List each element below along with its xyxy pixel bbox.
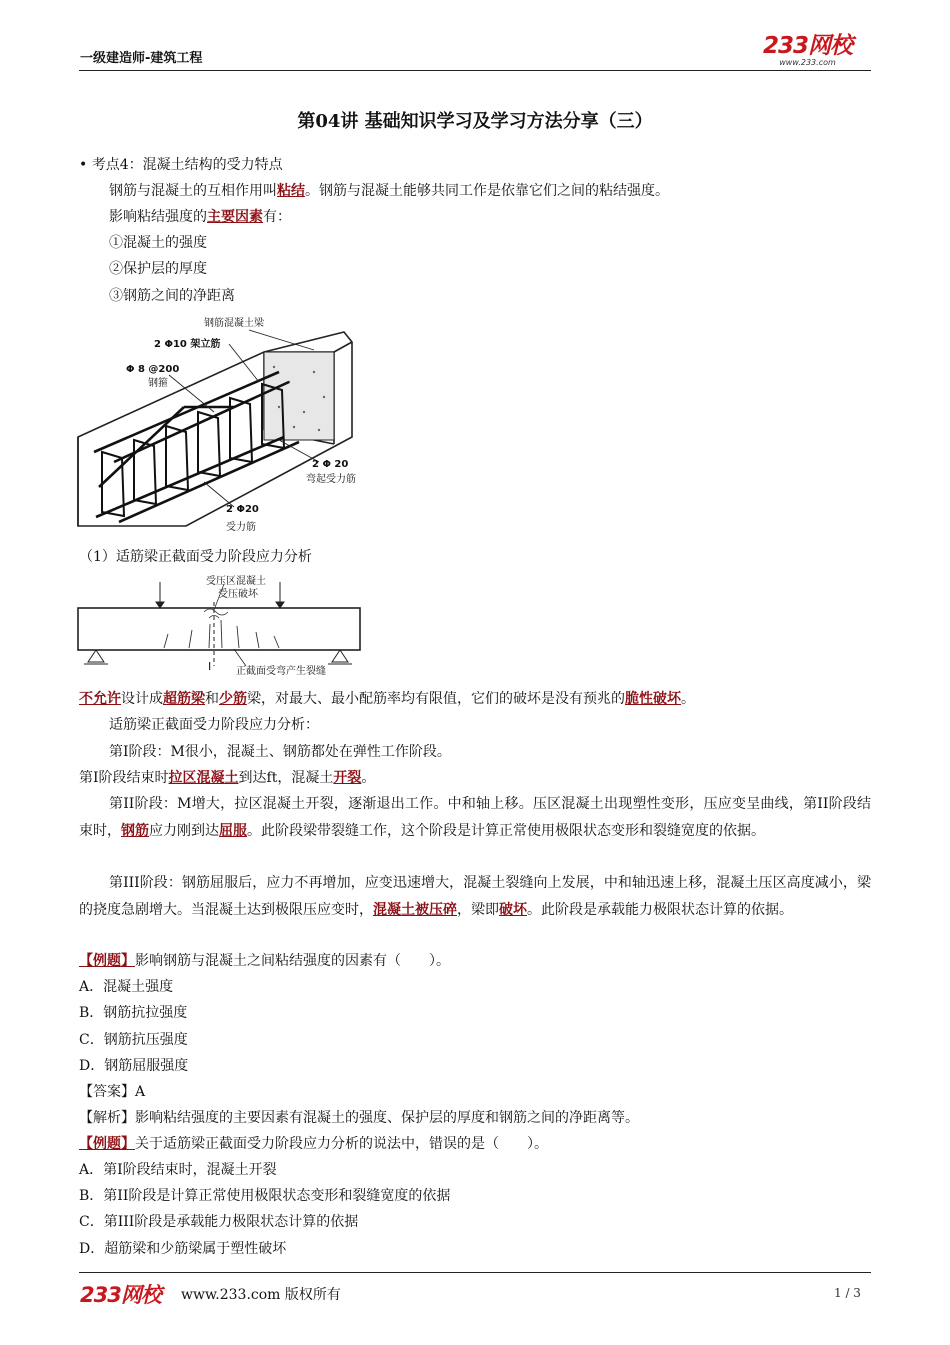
label-main-bar-name: 受力筋 <box>226 522 256 533</box>
figure-caption: （1）适筋梁正截面受力阶段应力分析 <box>79 549 312 565</box>
label-bent-bar-name: 弯起受力筋 <box>306 474 356 485</box>
label-compression-zone: 受压区混凝土 <box>206 576 266 587</box>
label-cracks: 正截面受弯产生裂缝 <box>236 666 326 677</box>
paragraph-failure-types: 不允许设计成超筋梁和少筋梁，对最大、最小配筋率均有限值，它们的破坏是没有预兆的脆性破坏。 <box>79 691 695 707</box>
keyword-cracking: 开裂 <box>333 770 362 786</box>
question-1-analysis: 【解析】影响粘结强度的主要因素有混凝土的强度、保护层的厚度和钢筋之间的净距离等。 <box>79 1110 639 1126</box>
label-bent-bar: 2 Φ 20 <box>312 459 349 470</box>
question-1-option-b[interactable]: B．钢筋抗拉强度 <box>79 1005 188 1021</box>
keyword-not-allowed: 不允许 <box>79 691 121 707</box>
question-1-stem: 【例题】影响钢筋与混凝土之间粘结强度的因素有（ ）。 <box>79 953 450 969</box>
keyword-over-reinforced: 超筋梁 <box>163 691 205 707</box>
example-tag: 【例题】 <box>79 953 135 969</box>
keyword-bond: 粘结 <box>277 183 305 199</box>
footer-logo[interactable]: 233网校 <box>80 1283 161 1307</box>
course-title: 一级建造师-建筑工程 <box>80 51 203 66</box>
footer-copyright: www.233.com 版权所有 <box>181 1287 341 1303</box>
paragraph-stage-1-end: 第I阶段结束时拉区混凝土到达ft，混凝土开裂。 <box>79 770 376 786</box>
question-2-option-d[interactable]: D．超筋梁和少筋梁属于塑性破坏 <box>79 1241 287 1257</box>
question-2-option-a[interactable]: A．第I阶段结束时，混凝土开裂 <box>79 1162 277 1178</box>
section-mark: I <box>208 660 212 673</box>
paragraph-stage-3: 第III阶段：钢筋屈服后，应力不再增加，应变迅速增大，混凝土裂缝向上发展，中和轴迅速上移，混凝土压区高度减小，梁的挠度急剧增大。当混凝土达到极限压应变时，混凝土被压碎，梁即破坏。此阶段是承载能力极限状态计算的依据。 <box>79 875 871 918</box>
question-2-stem: 【例题】关于适筋梁正截面受力阶段应力分析的说法中，错误的是（ ）。 <box>79 1136 548 1152</box>
keyword-tension-concrete: 拉区混凝土 <box>168 770 239 786</box>
label-top-bar: 2 Φ10 架立筋 <box>154 339 221 350</box>
footer-divider <box>79 1272 871 1273</box>
logo-url: www.233.com <box>779 58 836 67</box>
keyword-rebar: 钢筋 <box>121 822 149 839</box>
list-item: ③钢筋之间的净距离 <box>109 288 235 304</box>
keyword-yield: 屈服 <box>219 822 247 839</box>
question-1-option-c[interactable]: C．钢筋抗压强度 <box>79 1032 188 1048</box>
header-divider <box>79 70 871 71</box>
list-item: ①混凝土的强度 <box>109 235 207 251</box>
keyword-concrete-crushed: 混凝土被压碎 <box>373 901 457 918</box>
question-2-option-c[interactable]: C．第III阶段是承载能力极限状态计算的依据 <box>79 1214 359 1230</box>
section-bullet: • 考点4：混凝土结构的受力特点 <box>79 157 283 173</box>
question-1-answer: 【答案】A <box>79 1084 146 1100</box>
list-item: ②保护层的厚度 <box>109 261 207 277</box>
label-crushing: 受压破坏 <box>218 589 258 600</box>
logo-mark: 233网校 <box>763 33 853 59</box>
paragraph-stage-2: 第II阶段：M增大，拉区混凝土开裂，逐渐退出工作。中和轴上移。压区混凝土出现塑性变形，压应变呈曲线，第II阶段结束时，钢筋应力刚到达屈服。此阶段梁带裂缝工作，这个阶段是计算正常使用极限状态变形和裂缝宽度的依据。 <box>79 796 871 839</box>
beam-reinforcement-figure <box>74 312 374 537</box>
question-1-option-d[interactable]: D．钢筋屈服强度 <box>79 1058 189 1074</box>
paragraph-analysis-intro: 适筋梁正截面受力阶段应力分析： <box>109 717 319 733</box>
page-number: 1 / 3 <box>834 1286 861 1300</box>
label-main-bar: 2 Φ20 <box>226 504 259 515</box>
site-logo[interactable] <box>763 34 852 67</box>
keyword-under-reinforced: 少筋 <box>219 691 247 707</box>
keyword-main-factors: 主要因素 <box>207 209 263 225</box>
example-tag: 【例题】 <box>79 1136 135 1152</box>
keyword-failure: 破坏 <box>499 901 527 918</box>
label-stirrup: Φ 8 @200 <box>126 364 180 375</box>
paragraph-stage-1: 第I阶段：M很小，混凝土、钢筋都处在弹性工作阶段。 <box>109 744 451 760</box>
keyword-brittle-failure: 脆性破坏 <box>625 691 681 707</box>
beam-bending-figure <box>74 574 374 678</box>
paragraph-bond: 钢筋与混凝土的互相作用叫粘结。钢筋与混凝土能够共同工作是依靠它们之间的粘结强度。 <box>109 183 669 199</box>
question-1-option-a[interactable]: A．混凝土强度 <box>79 979 174 995</box>
paragraph-factors: 影响粘结强度的主要因素有： <box>109 209 291 225</box>
question-2-option-b[interactable]: B．第II阶段是计算正常使用极限状态变形和裂缝宽度的依据 <box>79 1188 451 1204</box>
page-title: 第04讲 基础知识学习及学习方法分享（三） <box>297 111 653 132</box>
label-beam: 钢筋混凝土梁 <box>204 318 264 329</box>
label-stirrup-name: 钢箍 <box>148 378 168 389</box>
